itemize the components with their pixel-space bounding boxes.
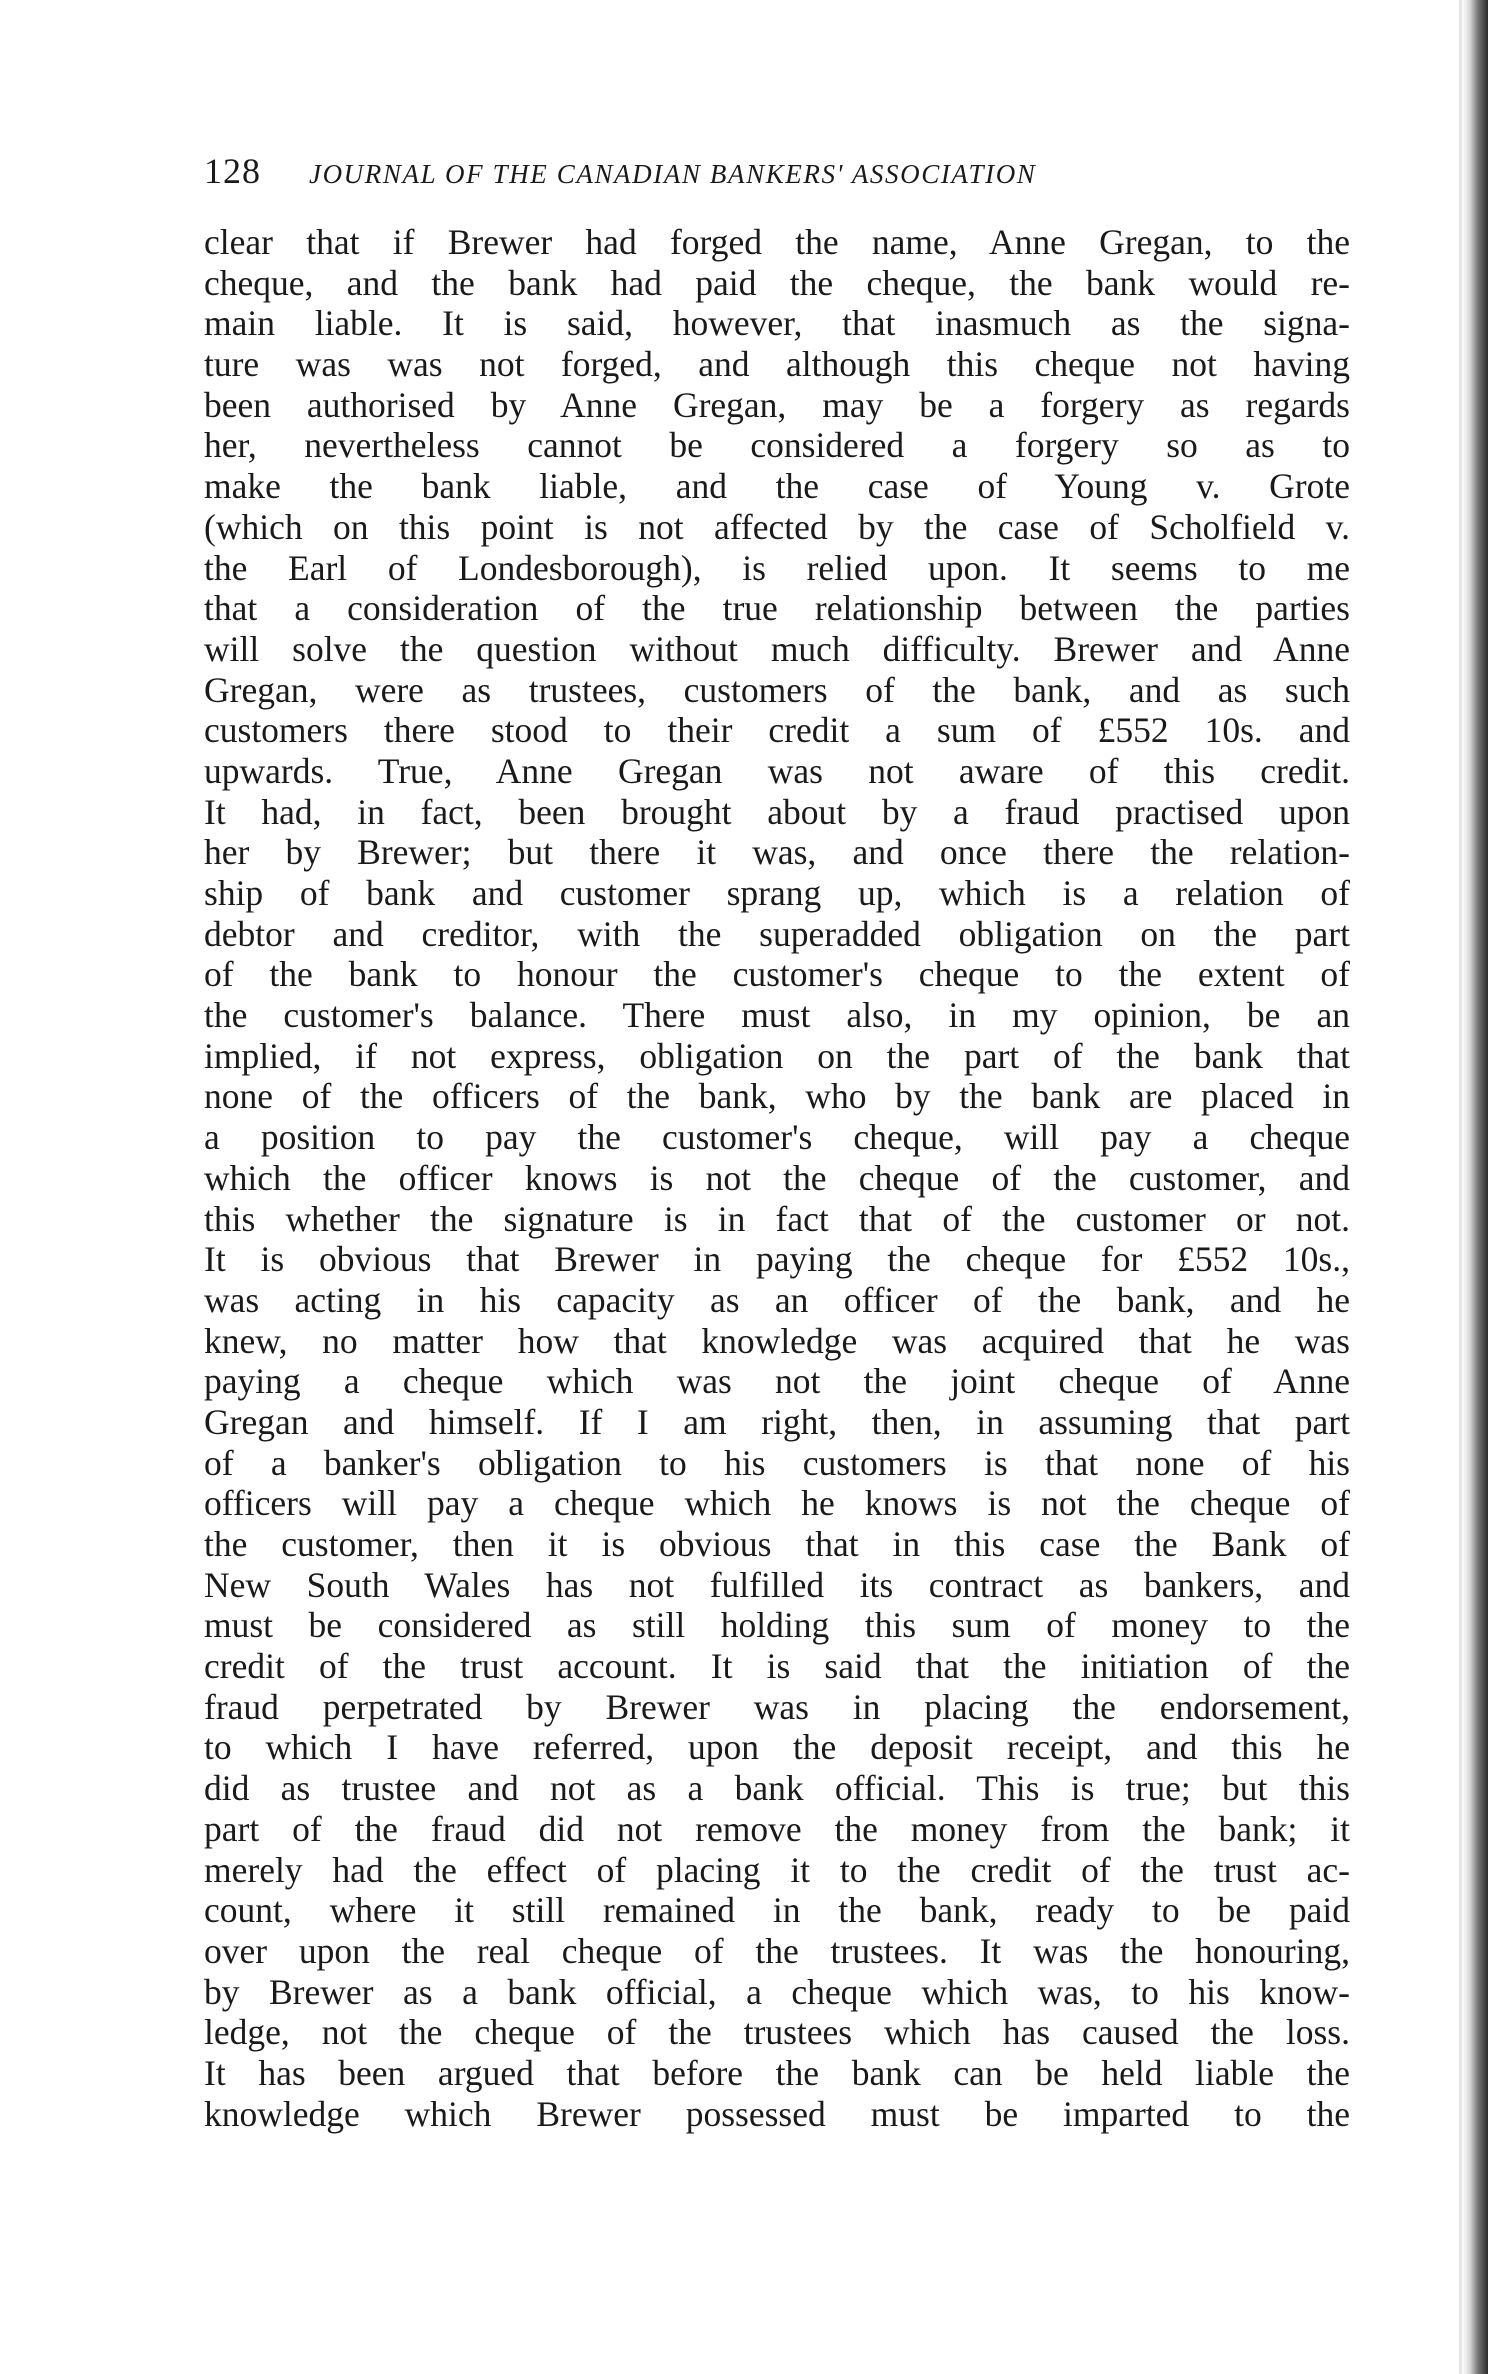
text-line: of the bank to honour the customer's cheque to the extent of: [204, 954, 1350, 995]
text-line: her, nevertheless cannot be considered a forgery so as to: [204, 425, 1350, 466]
text-line: Gregan, were as trustees, customers of the bank, and as such: [204, 669, 1350, 710]
text-line: merely had the effect of placing it to the credit of the trust ac-: [204, 1849, 1350, 1890]
book-spine-edge: [1462, 0, 1488, 2374]
text-line: (which on this point is not affected by the case of Scholfield v.: [204, 506, 1350, 547]
text-line: Gregan and himself. If I am right, then, in assuming that part: [204, 1401, 1350, 1442]
text-line: by Brewer as a bank official, a cheque which was, to his know-: [204, 1971, 1350, 2012]
text-line: of a banker's obligation to his customers is that none of his: [204, 1442, 1350, 1483]
text-line: It is obvious that Brewer in paying the cheque for £552 10s.,: [204, 1239, 1350, 1280]
text-line: officers will pay a cheque which he knows is not the cheque of: [204, 1483, 1350, 1524]
text-line: credit of the trust account. It is said that the initiation of the: [204, 1646, 1350, 1687]
text-line: customers there stood to their credit a sum of £552 10s. and: [204, 710, 1350, 751]
text-line: the Earl of Londesborough), is relied upon. It seems to me: [204, 547, 1350, 588]
running-head: JOURNAL OF THE CANADIAN BANKERS' ASSOCIATION: [309, 159, 1037, 189]
body-paragraph: [204, 222, 1350, 2134]
text-line: her by Brewer; but there it was, and once there the relation-: [204, 832, 1350, 873]
text-line: ship of bank and customer sprang up, which is a relation of: [204, 873, 1350, 913]
text-line: It had, in fact, been brought about by a fraud practised upon: [204, 791, 1350, 832]
text-line: over upon the real cheque of the trustees. It was the honouring,: [204, 1930, 1350, 1971]
text-line: upwards. True, Anne Gregan was not aware of this credit.: [204, 750, 1350, 791]
page-header: [204, 150, 1354, 202]
text-line: knew, no matter how that knowledge was acquired that he was: [204, 1320, 1350, 1361]
text-line: part of the fraud did not remove the money from the bank; it: [204, 1808, 1350, 1849]
text-line: was acting in his capacity as an officer of the bank, and he: [204, 1279, 1350, 1320]
text-line: will solve the question without much difficulty. Brewer and Anne: [204, 628, 1350, 669]
text-line: ture was was not forged, and although this cheque not having: [204, 344, 1350, 385]
text-line: none of the officers of the bank, who by the bank are placed in: [204, 1076, 1350, 1117]
text-line: the customer, then it is obvious that in this case the Bank of: [204, 1524, 1350, 1564]
text-line: knowledge which Brewer possessed must be imparted to the: [204, 2093, 1350, 2134]
text-line: this whether the signature is in fact that of the customer or not.: [204, 1198, 1350, 1239]
text-line: It has been argued that before the bank can be held liable the: [204, 2052, 1350, 2093]
text-line: count, where it still remained in the bank, ready to be paid: [204, 1890, 1350, 1931]
text-line: that a consideration of the true relationship between the parties: [204, 588, 1350, 629]
text-line: clear that if Brewer had forged the name, Anne Gregan, to the: [204, 222, 1350, 262]
text-line: fraud perpetrated by Brewer was in placing the endorsement,: [204, 1686, 1350, 1727]
text-line: make the bank liable, and the case of Young v. Grote: [204, 466, 1350, 507]
text-line: the customer's balance. There must also, in my opinion, be an: [204, 995, 1350, 1036]
text-line: paying a cheque which was not the joint cheque of Anne: [204, 1361, 1350, 1402]
text-line: New South Wales has not fulfilled its contract as bankers, and: [204, 1564, 1350, 1605]
text-line: to which I have referred, upon the deposit receipt, and this he: [204, 1727, 1350, 1768]
text-line: been authorised by Anne Gregan, may be a forgery as regards: [204, 384, 1350, 425]
text-line: main liable. It is said, however, that inasmuch as the signa-: [204, 303, 1350, 344]
text-line: implied, if not express, obligation on the part of the bank that: [204, 1035, 1350, 1076]
text-line: ledge, not the cheque of the trustees which has caused the loss.: [204, 2012, 1350, 2053]
text-line: must be considered as still holding this sum of money to the: [204, 1605, 1350, 1646]
text-line: did as trustee and not as a bank official. This is true; but this: [204, 1768, 1350, 1809]
text-line: a position to pay the customer's cheque, will pay a cheque: [204, 1117, 1350, 1158]
page-number: 128: [204, 151, 261, 191]
text-line: which the officer knows is not the cheque of the customer, and: [204, 1157, 1350, 1198]
text-line: cheque, and the bank had paid the cheque, the bank would re-: [204, 262, 1350, 303]
text-line: debtor and creditor, with the superadded obligation on the part: [204, 913, 1350, 954]
